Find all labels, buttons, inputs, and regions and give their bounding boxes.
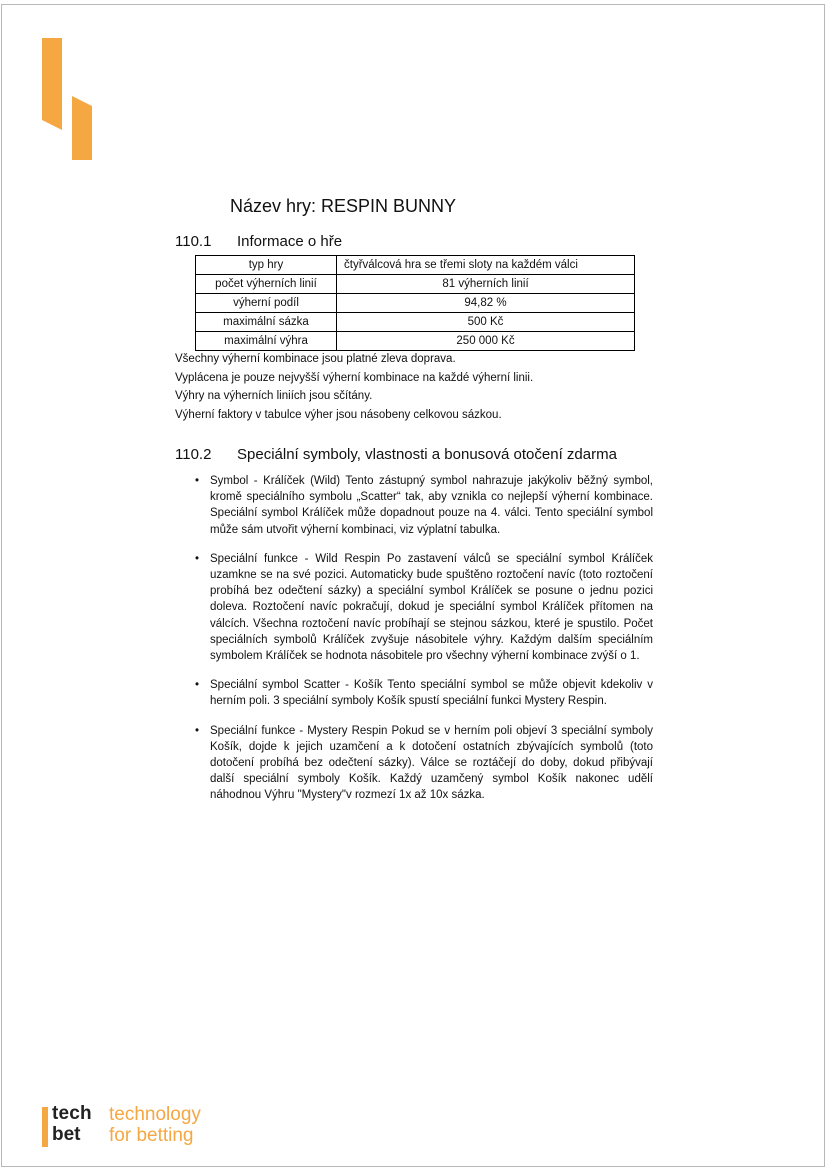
- footer-brand-logo: [42, 1105, 242, 1149]
- table-value: 500 Kč: [337, 313, 635, 332]
- section-heading-special: [175, 446, 617, 463]
- list-item-text: Speciální funkce - Mystery Respin Pokud se v herním poli objeví 3 speciální symboly Košík, dojde k jejich uzamčení a k dotočení ostatních zbývajících symbolů (toto dotočení probíhá bez odečtení sázky). Válce se roztáčejí do doby, dokud přibývají další speciální symboly Košík. Každý uzamčený symbol Košík nakonec udělí náhodnou Výhru "Mystery"v rozmezí 1x až 10x sázka.: [210, 724, 653, 802]
- table-key: typ hry: [196, 256, 337, 275]
- list-item-text: Speciální funkce - Wild Respin Po zastavení válců se speciální symbol Králíček uzamkne se na své pozici. Automaticky bude spuštěno roztočení navíc (toto roztočení probíhá bez odečtení sázky) a speciální symbol Králíček se posune o jednu pozici doleva. Roztočení navíc pokračují, dokud je speciální symbol Králíček přítomen na válcích. Všechna roztočení navíc probíhají se stejnou sázkou, které je spustilo. Počet speciálních symbolů Králíček zvyšuje násobitele výhry. Každým dalším speciálním symbolem Králíček se hodnota násobitele pro všechny výherní kombinace zvýší o 1.: [210, 552, 653, 663]
- logo-bar-icon: [42, 1107, 48, 1147]
- logo-word-tech: tech: [52, 1103, 92, 1124]
- list-item-text: Symbol - Králíček (Wild) Tento zástupný symbol nahrazuje jakýkoliv běžný symbol, kromě speciálního symbolu „Scatter“ tak, aby vznikla co nejlepší výherní kombinace. Speciální symbol Králíček může dopadnout pouze na 4. válci. Tento speciální symbol může sám utvořit výherní kombinaci, viz výplatní tabulka.: [210, 475, 653, 536]
- note-line: Vyplácena je pouze nejvyšší výherní kombinace na každé výherní linii.: [175, 371, 534, 384]
- document-title: Název hry: RESPIN BUNNY: [230, 196, 457, 216]
- logo-tagline-1: technology: [109, 1104, 201, 1125]
- table-row: [196, 294, 635, 313]
- table-key: počet výherních linií: [196, 275, 337, 294]
- document-page: [1, 4, 825, 1167]
- table-row: [196, 313, 635, 332]
- table-value: 81 výherních linií: [337, 275, 635, 294]
- note-line: Výherní faktory v tabulce výher jsou násobeny celkovou sázkou.: [175, 409, 502, 422]
- logo-word-bet: bet: [52, 1124, 81, 1145]
- bullet-icon: •: [195, 552, 200, 565]
- table-key: maximální výhra: [196, 332, 337, 351]
- note-line: Výhry na výherních liniích jsou sčítány.: [175, 390, 373, 403]
- section-heading-info: [175, 233, 342, 250]
- table-row: [196, 275, 635, 294]
- table-key: výherní podíl: [196, 294, 337, 313]
- note-line: Všechny výherní kombinace jsou platné zleva doprava.: [175, 353, 456, 365]
- table-key: maximální sázka: [196, 313, 337, 332]
- table-value: 94,82 %: [337, 294, 635, 313]
- game-info-table: [195, 255, 635, 351]
- section-number: 110.2: [175, 446, 212, 463]
- section-title: Informace o hře: [237, 233, 343, 250]
- table-value: 250 000 Kč: [337, 332, 635, 351]
- table-value: čtyřválcová hra se třemi sloty na každém válci: [337, 256, 635, 275]
- rules-notes: [175, 350, 533, 425]
- bullet-icon: •: [195, 475, 200, 487]
- table-row: [196, 332, 635, 351]
- brand-logo-icon: [42, 38, 94, 160]
- list-item: [195, 677, 653, 709]
- special-features-list: [195, 473, 653, 817]
- bullet-icon: •: [195, 724, 200, 737]
- list-item-text: Speciální symbol Scatter - Košík Tento speciální symbol se může objevit kdekoliv v herním poli. 3 speciální symboly Košík spustí speciální funkci Mystery Respin.: [210, 679, 653, 708]
- section-number: 110.1: [175, 233, 212, 250]
- bullet-icon: •: [195, 679, 200, 692]
- logo-tagline-2: for betting: [109, 1125, 194, 1146]
- section-title: Speciální symboly, vlastnosti a bonusová otočení zdarma: [237, 446, 617, 463]
- table-row: [196, 256, 635, 275]
- list-item: [195, 723, 653, 804]
- list-item: [195, 473, 653, 538]
- list-item: [195, 551, 653, 664]
